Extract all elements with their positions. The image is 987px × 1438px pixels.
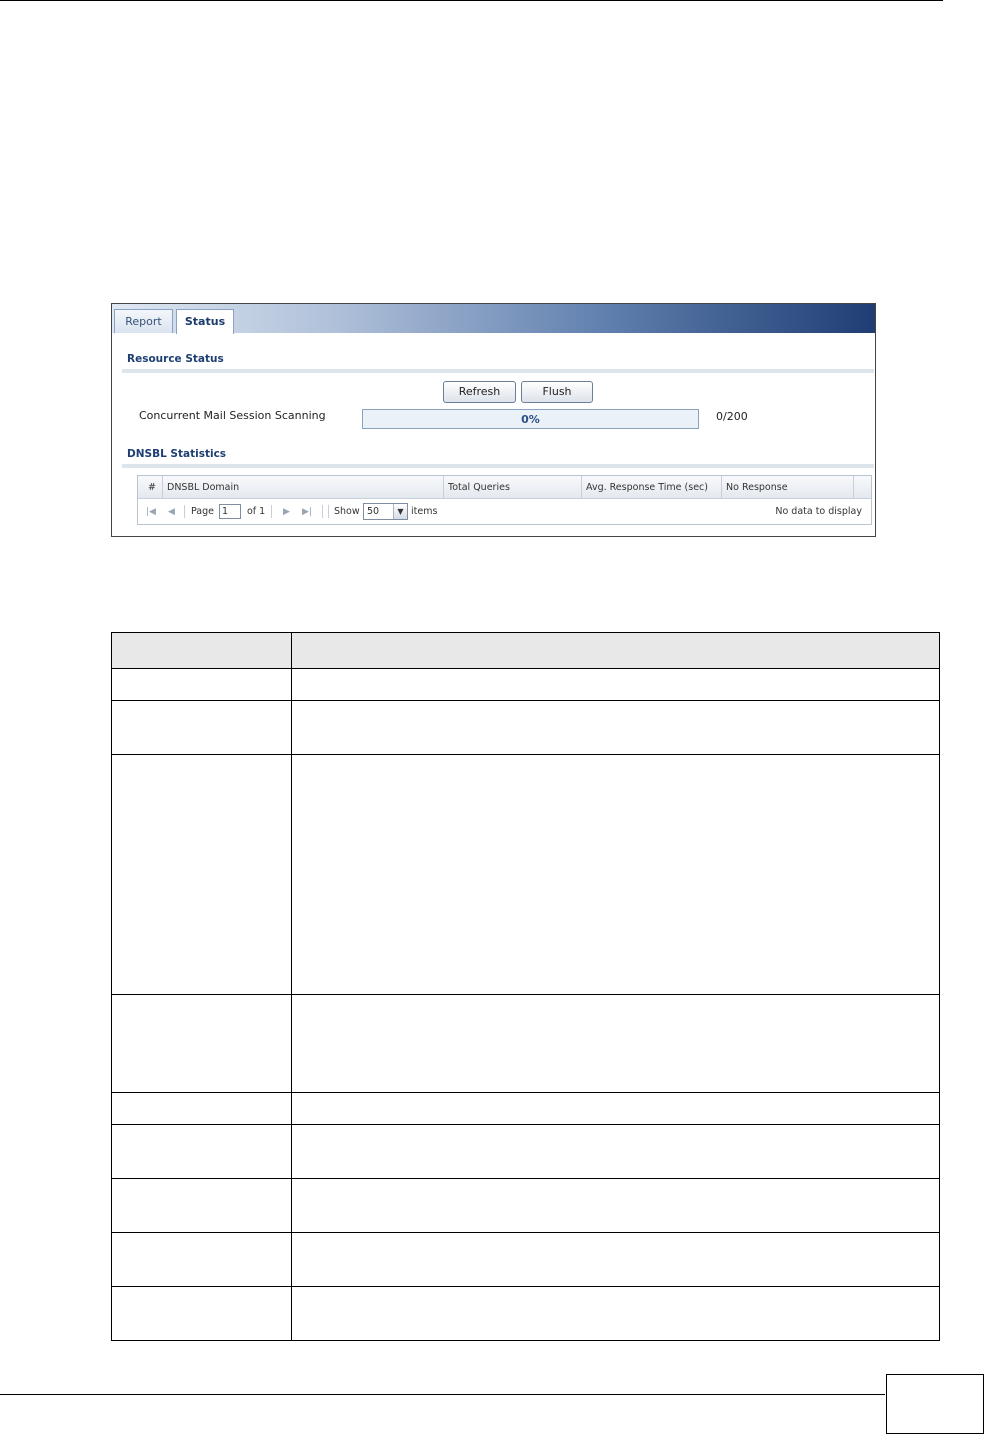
table-header-row xyxy=(112,633,940,669)
progress-text: 0% xyxy=(521,413,540,426)
dnsbl-table xyxy=(137,475,872,525)
page-number-box xyxy=(886,1374,984,1434)
tab-bar xyxy=(112,304,875,333)
column-header-no-response[interactable]: No Response xyxy=(722,476,854,498)
items-label: items xyxy=(411,506,438,517)
pager-separator xyxy=(328,505,329,518)
table-cell xyxy=(292,701,940,755)
pager xyxy=(138,499,871,525)
status-screen xyxy=(111,303,876,537)
section-divider xyxy=(122,464,874,468)
table-cell xyxy=(112,1233,292,1287)
empty-message: No data to display xyxy=(775,506,862,517)
next-page-icon[interactable]: ▶ xyxy=(283,507,290,517)
table-cell xyxy=(112,1287,292,1341)
header-cell xyxy=(112,633,292,669)
table-cell xyxy=(112,755,292,995)
table-cell xyxy=(112,701,292,755)
page-label: Page xyxy=(191,506,214,517)
chevron-down-icon: ▼ xyxy=(393,504,407,519)
table-row xyxy=(112,701,940,755)
table-row xyxy=(112,1233,940,1287)
column-header-dnsbl-domain[interactable]: DNSBL Domain xyxy=(163,476,444,498)
table-row xyxy=(112,669,940,701)
table-cell xyxy=(112,1179,292,1233)
page-number-input[interactable]: 1 xyxy=(219,504,241,519)
dnsbl-statistics-title: DNSBL Statistics xyxy=(127,448,227,460)
session-count: 0/200 xyxy=(716,410,748,423)
column-header-index[interactable]: # xyxy=(138,476,163,498)
table-cell xyxy=(292,1179,940,1233)
description-table xyxy=(111,632,940,1341)
tab-status[interactable]: Status xyxy=(176,309,234,334)
table-cell xyxy=(292,1287,940,1341)
table-cell xyxy=(292,1233,940,1287)
table-cell xyxy=(292,1125,940,1179)
refresh-button[interactable]: Refresh xyxy=(443,381,516,403)
session-progress-bar xyxy=(362,409,699,429)
table-row xyxy=(112,755,940,995)
page-size-select[interactable] xyxy=(363,503,408,520)
tab-report[interactable]: Report xyxy=(114,309,173,333)
pager-separator xyxy=(322,505,323,518)
show-label: Show xyxy=(334,506,360,517)
table-row xyxy=(112,1125,940,1179)
table-cell xyxy=(112,1093,292,1125)
table-cell xyxy=(112,1125,292,1179)
column-header-total-queries[interactable]: Total Queries xyxy=(444,476,582,498)
column-header-avg-response-time[interactable]: Avg. Response Time (sec) xyxy=(582,476,722,498)
pager-separator xyxy=(184,505,185,518)
table-row xyxy=(112,1287,940,1341)
table-cell xyxy=(112,669,292,701)
last-page-icon[interactable]: ▶| xyxy=(302,507,312,517)
table-cell xyxy=(292,755,940,995)
table-cell xyxy=(112,995,292,1093)
session-scanning-label: Concurrent Mail Session Scanning xyxy=(139,409,326,422)
table-row xyxy=(112,995,940,1093)
table-row xyxy=(112,1179,940,1233)
section-divider xyxy=(122,369,874,373)
table-cell xyxy=(292,669,940,701)
first-page-icon[interactable]: |◀ xyxy=(146,507,156,517)
prev-page-icon[interactable]: ◀ xyxy=(168,507,175,517)
resource-status-title: Resource Status xyxy=(127,353,224,365)
table-cell xyxy=(292,1093,940,1125)
table-row xyxy=(112,1093,940,1125)
page-size-value: 50 xyxy=(367,506,380,517)
table-header xyxy=(138,476,871,499)
page-total-label: of 1 xyxy=(247,506,266,517)
footer-rule xyxy=(0,1394,885,1395)
table-cell xyxy=(292,995,940,1093)
header-rule xyxy=(0,0,943,1)
pager-separator xyxy=(271,505,272,518)
header-cell xyxy=(292,633,940,669)
flush-button[interactable]: Flush xyxy=(521,381,593,403)
